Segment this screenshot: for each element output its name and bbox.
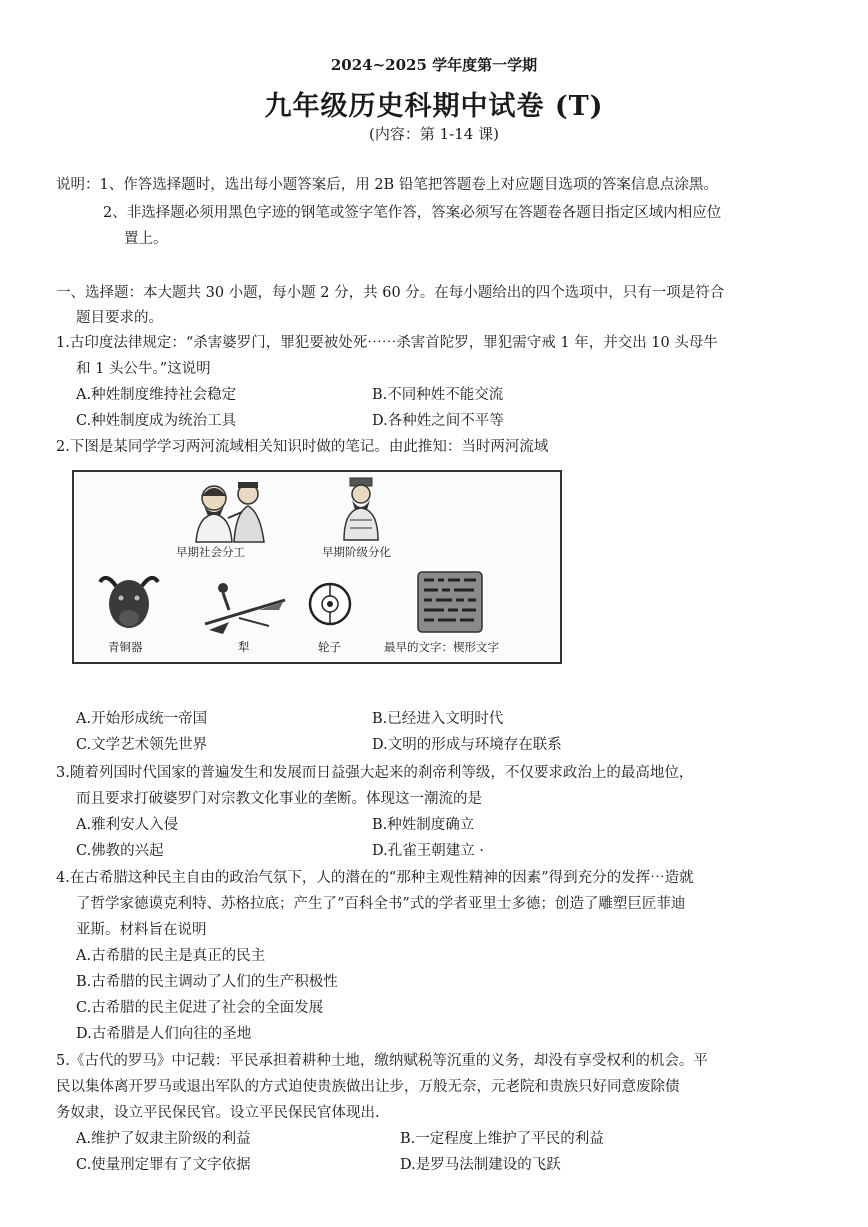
plough-icon: [199, 580, 291, 636]
figure-label-writing: 最早的文字：楔形文字: [384, 640, 499, 654]
q4-option-d[interactable]: D.古希腊是人们向往的圣地: [76, 1026, 252, 1042]
scribe-illustration: [184, 478, 279, 544]
question-4-stem-cont: 了哲学家德谟克利特、苏格拉底；产生了“百科全书”式的学者亚里士多德；创造了雕塑巨匠菲迪: [76, 896, 686, 912]
semester-line: 2024~2025 学年度第一学期: [330, 56, 538, 74]
question-1-stem: 1.古印度法律规定：“杀害婆罗门，罪犯要被处死⋯⋯杀害首陀罗，罪犯需守戒 1 年，并交出 10 头母牛: [56, 335, 718, 351]
exam-title: 九年级历史科期中试卷 (T): [264, 91, 604, 122]
question-1-stem-cont: 和 1 头公牛。”这说明: [76, 361, 211, 377]
cuneiform-tablet-icon: [414, 568, 486, 636]
figure-label-division: 早期社会分工: [176, 545, 245, 559]
section-heading-cont: 题目要求的。: [76, 310, 163, 326]
q1-option-d[interactable]: D.各种姓之间不平等: [372, 413, 504, 429]
question-5-stem-cont-2: 务奴隶，设立平民保民官。设立平民保民官体现出.: [56, 1105, 380, 1121]
q3-option-b[interactable]: B.种姓制度确立: [372, 817, 475, 833]
q5-option-b[interactable]: B.一定程度上维护了平民的利益: [400, 1131, 604, 1147]
q4-option-b[interactable]: B.古希腊的民主调动了人们的生产积极性: [76, 974, 338, 990]
question-5-stem: 5.《古代的罗马》中记载：平民承担着耕种土地，缴纳赋税等沉重的义务，却没有享受权利的机会。平: [56, 1053, 708, 1069]
section-heading: 一、选择题：本大题共 30 小题，每小题 2 分，共 60 分。在每小题给出的四个选项中，只有一项是符合: [56, 285, 725, 301]
q2-option-c[interactable]: C.文学艺术领先世界: [76, 737, 208, 753]
q1-option-c[interactable]: C.种姓制度成为统治工具: [76, 413, 237, 429]
q3-option-c[interactable]: C.佛教的兴起: [76, 843, 164, 859]
question-4-stem-cont-2: 亚斯。材料旨在说明: [76, 922, 207, 938]
question-4-stem: 4.在古希腊这种民主自由的政治气氛下，人的潜在的“那种主观性精神的因素”得到充分的发挥⋯造就: [56, 870, 694, 886]
figure-label-wheel: 轮子: [318, 640, 341, 654]
q2-option-a[interactable]: A.开始形成统一帝国: [76, 711, 208, 727]
instruction-line-2-cont: 置上。: [124, 231, 168, 247]
figure-label-class: 早期阶级分化: [322, 545, 391, 559]
instruction-line-1: 说明：1、作答选择题时，选出每小题答案后，用 2B 铅笔把答题卷上对应题目选项的答案信息点涂黑。: [56, 177, 718, 193]
noble-illustration: [336, 476, 386, 542]
bronze-bull-icon: [96, 572, 162, 634]
q1-option-a[interactable]: A.种姓制度维持社会稳定: [76, 387, 237, 403]
q5-option-c[interactable]: C.使量刑定罪有了文字依据: [76, 1157, 251, 1173]
q2-option-b[interactable]: B.已经进入文明时代: [372, 711, 504, 727]
instruction-line-2: 2、非选择题必须用黑色字迹的钢笔或签字笔作答，答案必须写在答题卷各题目指定区域内相应位: [103, 205, 722, 221]
notes-figure: [72, 470, 562, 664]
q3-option-d[interactable]: D.孔雀王朝建立 ·: [372, 843, 484, 859]
figure-label-plough: 犁: [238, 640, 250, 654]
q4-option-a[interactable]: A.古希腊的民主是真正的民主: [76, 948, 266, 964]
exam-scope: (内容：第 1-14 课): [369, 125, 499, 143]
question-5-stem-cont: 民以集体离开罗马或退出军队的方式迫使贵族做出让步，万般无奈，元老院和贵族只好同意废除债: [56, 1079, 680, 1095]
q4-option-c[interactable]: C.古希腊的民主促进了社会的全面发展: [76, 1000, 324, 1016]
q2-option-d[interactable]: D.文明的形成与环境存在联系: [372, 737, 562, 753]
question-3-stem-cont: 而且要求打破婆罗门对宗教文化事业的垄断。体现这一潮流的是: [76, 791, 482, 807]
q5-option-a[interactable]: A.维护了奴隶主阶级的利益: [76, 1131, 251, 1147]
figure-label-bronze: 青铜器: [108, 640, 143, 654]
question-2-stem: 2.下图是某同学学习两河流域相关知识时做的笔记。由此推知：当时两河流域: [56, 439, 549, 455]
q5-option-d[interactable]: D.是罗马法制建设的飞跃: [400, 1157, 561, 1173]
q1-option-b[interactable]: B.不同种姓不能交流: [372, 387, 504, 403]
question-3-stem: 3.随着列国时代国家的普遍发生和发展而日益强大起来的刹帝利等级，不仅要求政治上的最高地位，: [56, 765, 694, 781]
q3-option-a[interactable]: A.雅利安人入侵: [76, 817, 179, 833]
wheel-icon: [306, 576, 354, 636]
